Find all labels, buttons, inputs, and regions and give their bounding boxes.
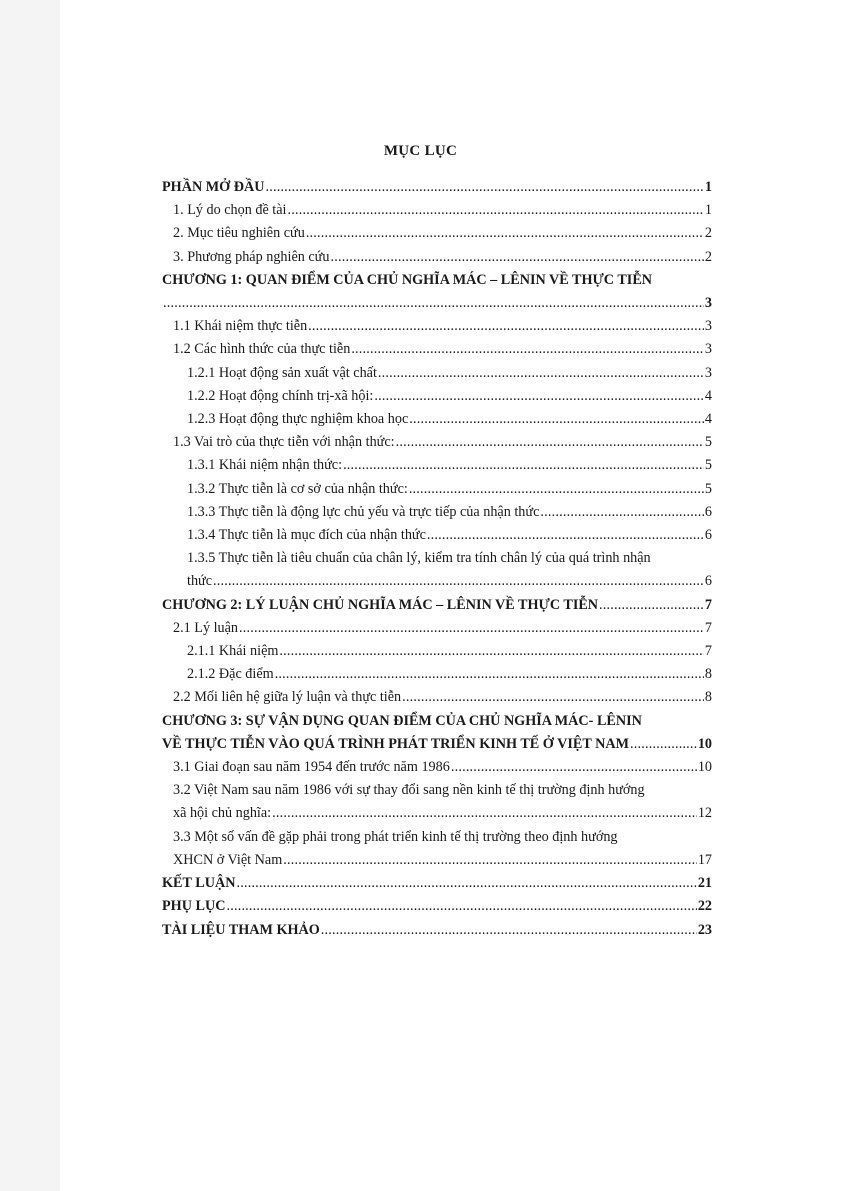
toc-page-number: 6	[704, 503, 712, 520]
toc-entry-row	[173, 338, 712, 361]
dot-leader	[599, 594, 704, 617]
toc-entry-text: 2. Mục tiêu nghiên cứu	[173, 225, 305, 242]
dot-leader	[396, 431, 704, 454]
toc-page-number: 5	[704, 434, 712, 451]
toc-entry[interactable]	[162, 710, 712, 756]
toc-entry-text: 3.1 Giai đoạn sau năm 1954 đến trước năm 1986	[173, 759, 450, 776]
dot-leader	[306, 222, 704, 245]
toc-entry-row	[162, 872, 712, 895]
dot-leader	[265, 176, 703, 199]
toc-entry-row	[162, 594, 712, 617]
toc-entry[interactable]	[162, 826, 712, 872]
dot-leader	[540, 501, 704, 524]
toc-page-number: 4	[704, 411, 712, 428]
toc-page-number: 17	[697, 851, 712, 868]
table-of-contents	[162, 176, 712, 942]
toc-entry-text: 1.3.2 Thực tiễn là cơ sở của nhận thức:	[187, 480, 408, 497]
toc-entry-row	[162, 733, 712, 756]
dot-leader	[283, 849, 697, 872]
toc-page-number: 3	[704, 318, 712, 335]
dot-leader	[287, 199, 703, 222]
toc-entry[interactable]	[162, 872, 712, 895]
toc-entry[interactable]	[162, 176, 712, 199]
toc-page-number: 21	[697, 875, 712, 892]
toc-entry-text-line: 3.3 Một số vấn đề gặp phải trong phát triển kinh tế thị trường theo định hướng	[173, 828, 618, 845]
toc-entry-text-line: 3.2 Việt Nam sau năm 1986 với sự thay đổi sang nền kinh tế thị trường định hướng	[173, 782, 645, 799]
toc-entry-row	[187, 408, 712, 431]
dot-leader	[272, 802, 697, 825]
toc-entry-text: CHƯƠNG 2: LÝ LUẬN CHỦ NGHĨA MÁC – LÊNIN VỀ THỰC TIỄN	[162, 596, 599, 613]
dot-leader	[374, 385, 704, 408]
toc-entry[interactable]	[162, 547, 712, 593]
dot-leader	[213, 570, 704, 593]
dot-leader	[630, 733, 697, 756]
dot-leader	[351, 338, 704, 361]
toc-entry[interactable]	[162, 501, 712, 524]
toc-page-number: 1	[704, 202, 712, 219]
toc-entry-text: 2.2 Mối liên hệ giữa lý luận và thực tiễn	[173, 689, 402, 706]
toc-entry-row	[162, 292, 712, 315]
toc-entry-row	[162, 176, 712, 199]
toc-entry-row	[173, 802, 712, 825]
toc-entry-text: TÀI LIỆU THAM KHẢO	[162, 921, 320, 938]
toc-entry-text-line: 1.3.5 Thực tiễn là tiêu chuẩn của chân lý, kiểm tra tính chân lý của quá trình nhận	[187, 550, 651, 567]
dot-leader	[402, 686, 704, 709]
dot-leader	[330, 246, 703, 269]
toc-entry-text: XHCN ở Việt Nam	[173, 851, 283, 868]
toc-page-number: 3	[704, 295, 712, 312]
toc-entry[interactable]	[162, 199, 712, 222]
dot-leader	[226, 895, 696, 918]
toc-entry[interactable]	[162, 594, 712, 617]
toc-page-number: 4	[704, 387, 712, 404]
toc-entry-text: KẾT LUẬN	[162, 875, 236, 892]
dot-leader	[451, 756, 697, 779]
toc-entry-text: 2.1 Lý luận	[173, 619, 239, 636]
toc-page-number: 6	[704, 573, 712, 590]
toc-page-number: 1	[704, 179, 712, 195]
toc-title: MỤC LỤC	[383, 143, 458, 159]
dot-leader	[239, 617, 704, 640]
toc-entry-row	[187, 478, 712, 501]
toc-entry[interactable]	[162, 756, 712, 779]
toc-entry[interactable]	[162, 246, 712, 269]
toc-entry-row	[187, 501, 712, 524]
dot-leader	[321, 919, 697, 942]
toc-entry[interactable]	[162, 640, 712, 663]
toc-page-number: 3	[704, 364, 712, 381]
toc-entry[interactable]	[162, 269, 712, 315]
toc-entry[interactable]	[162, 895, 712, 918]
toc-entry-text: thức	[187, 573, 213, 590]
toc-entry-row	[173, 246, 712, 269]
toc-entry[interactable]	[162, 431, 712, 454]
dot-leader	[427, 524, 704, 547]
toc-entry-text: VỀ THỰC TIỄN VÀO QUÁ TRÌNH PHÁT TRIỂN KINH TẾ Ở VIỆT NAM	[162, 735, 629, 752]
toc-entry-text: 1.2.3 Hoạt động thực nghiệm khoa học	[187, 411, 409, 428]
toc-entry-row	[173, 617, 712, 640]
toc-entry[interactable]	[162, 617, 712, 640]
toc-entry-text: 1.3.1 Khái niệm nhận thức:	[187, 457, 343, 474]
dot-leader	[236, 872, 696, 895]
toc-entry[interactable]	[162, 454, 712, 477]
toc-entry-row	[187, 640, 712, 663]
dot-leader	[378, 362, 704, 385]
toc-page-number: 7	[704, 596, 712, 613]
toc-entry-row	[187, 663, 712, 686]
toc-entry[interactable]	[162, 338, 712, 361]
toc-entry[interactable]	[162, 686, 712, 709]
toc-entry[interactable]	[162, 663, 712, 686]
toc-page-number: 10	[697, 735, 712, 752]
toc-entry[interactable]	[162, 408, 712, 431]
dot-leader	[308, 315, 704, 338]
toc-entry-row	[162, 895, 712, 918]
toc-entry[interactable]	[162, 779, 712, 825]
toc-entry[interactable]	[162, 362, 712, 385]
toc-entry[interactable]	[162, 385, 712, 408]
toc-entry[interactable]	[162, 222, 712, 245]
toc-page-number: 22	[697, 898, 712, 915]
toc-entry-row	[187, 524, 712, 547]
toc-entry-text: 1.3 Vai trò của thực tiễn với nhận thức:	[173, 434, 395, 451]
toc-page-number: 6	[704, 527, 712, 544]
toc-entry-text: 1.2 Các hình thức của thực tiễn	[173, 341, 351, 358]
toc-entry-text: 1.2.2 Hoạt động chính trị-xã hội:	[187, 387, 374, 404]
toc-page-number: 5	[704, 457, 712, 474]
toc-entry-row	[173, 849, 712, 872]
toc-entry-text: 2.1.1 Khái niệm	[187, 643, 279, 660]
toc-entry-text-line: CHƯƠNG 3: SỰ VẬN DỤNG QUAN ĐIỂM CỦA CHỦ NGHĨA MÁC- LÊNIN	[162, 712, 642, 729]
toc-page-number: 7	[704, 619, 712, 636]
toc-page-number: 7	[704, 643, 712, 660]
toc-entry-row	[173, 756, 712, 779]
toc-entry[interactable]	[162, 524, 712, 547]
dot-leader	[163, 292, 704, 315]
toc-entry-text: 3. Phương pháp nghiên cứu	[173, 248, 330, 265]
toc-entry-row	[187, 570, 712, 593]
toc-page-number: 2	[704, 225, 712, 242]
toc-entry[interactable]	[162, 919, 712, 942]
toc-entry-text: 1.3.4 Thực tiễn là mục đích của nhận thức	[187, 527, 426, 544]
toc-entry-text: 1. Lý do chọn đề tài	[173, 202, 287, 219]
dot-leader	[343, 454, 704, 477]
toc-entry-text-line: CHƯƠNG 1: QUAN ĐIỂM CỦA CHỦ NGHĨA MÁC – LÊNIN VỀ THỰC TIỄN	[162, 271, 653, 288]
dot-leader	[279, 640, 703, 663]
dot-leader	[409, 408, 704, 431]
toc-entry-row	[173, 222, 712, 245]
toc-page-number: 10	[697, 759, 712, 776]
dot-leader	[275, 663, 704, 686]
toc-page-number: 12	[697, 805, 712, 822]
dot-leader	[409, 478, 704, 501]
toc-page-number: 3	[704, 341, 712, 358]
toc-entry-text: 2.1.2 Đặc điểm	[187, 666, 274, 683]
toc-entry-text: 1.3.3 Thực tiễn là động lực chủ yếu và trực tiếp của nhận thức	[187, 503, 540, 520]
toc-entry[interactable]	[162, 478, 712, 501]
toc-entry-text: 1.1 Khái niệm thực tiễn	[173, 318, 308, 335]
toc-entry-row	[173, 431, 712, 454]
toc-page-number: 23	[697, 921, 712, 938]
toc-page-number: 2	[704, 248, 712, 265]
toc-entry-text: xã hội chủ nghĩa:	[173, 805, 272, 822]
toc-entry[interactable]	[162, 315, 712, 338]
toc-entry-text: PHẦN MỞ ĐẦU	[162, 179, 265, 195]
toc-entry-row	[187, 362, 712, 385]
toc-entry-row	[187, 385, 712, 408]
toc-page-number: 5	[704, 480, 712, 497]
toc-entry-text: PHỤ LỤC	[162, 898, 226, 915]
toc-entry-row	[173, 315, 712, 338]
toc-entry-row	[162, 919, 712, 942]
toc-page-number: 8	[704, 689, 712, 706]
toc-entry-text: 1.2.1 Hoạt động sản xuất vật chất	[187, 364, 377, 381]
toc-page-number: 8	[704, 666, 712, 683]
toc-entry-row	[187, 454, 712, 477]
toc-entry-row	[173, 199, 712, 222]
toc-entry-row	[173, 686, 712, 709]
